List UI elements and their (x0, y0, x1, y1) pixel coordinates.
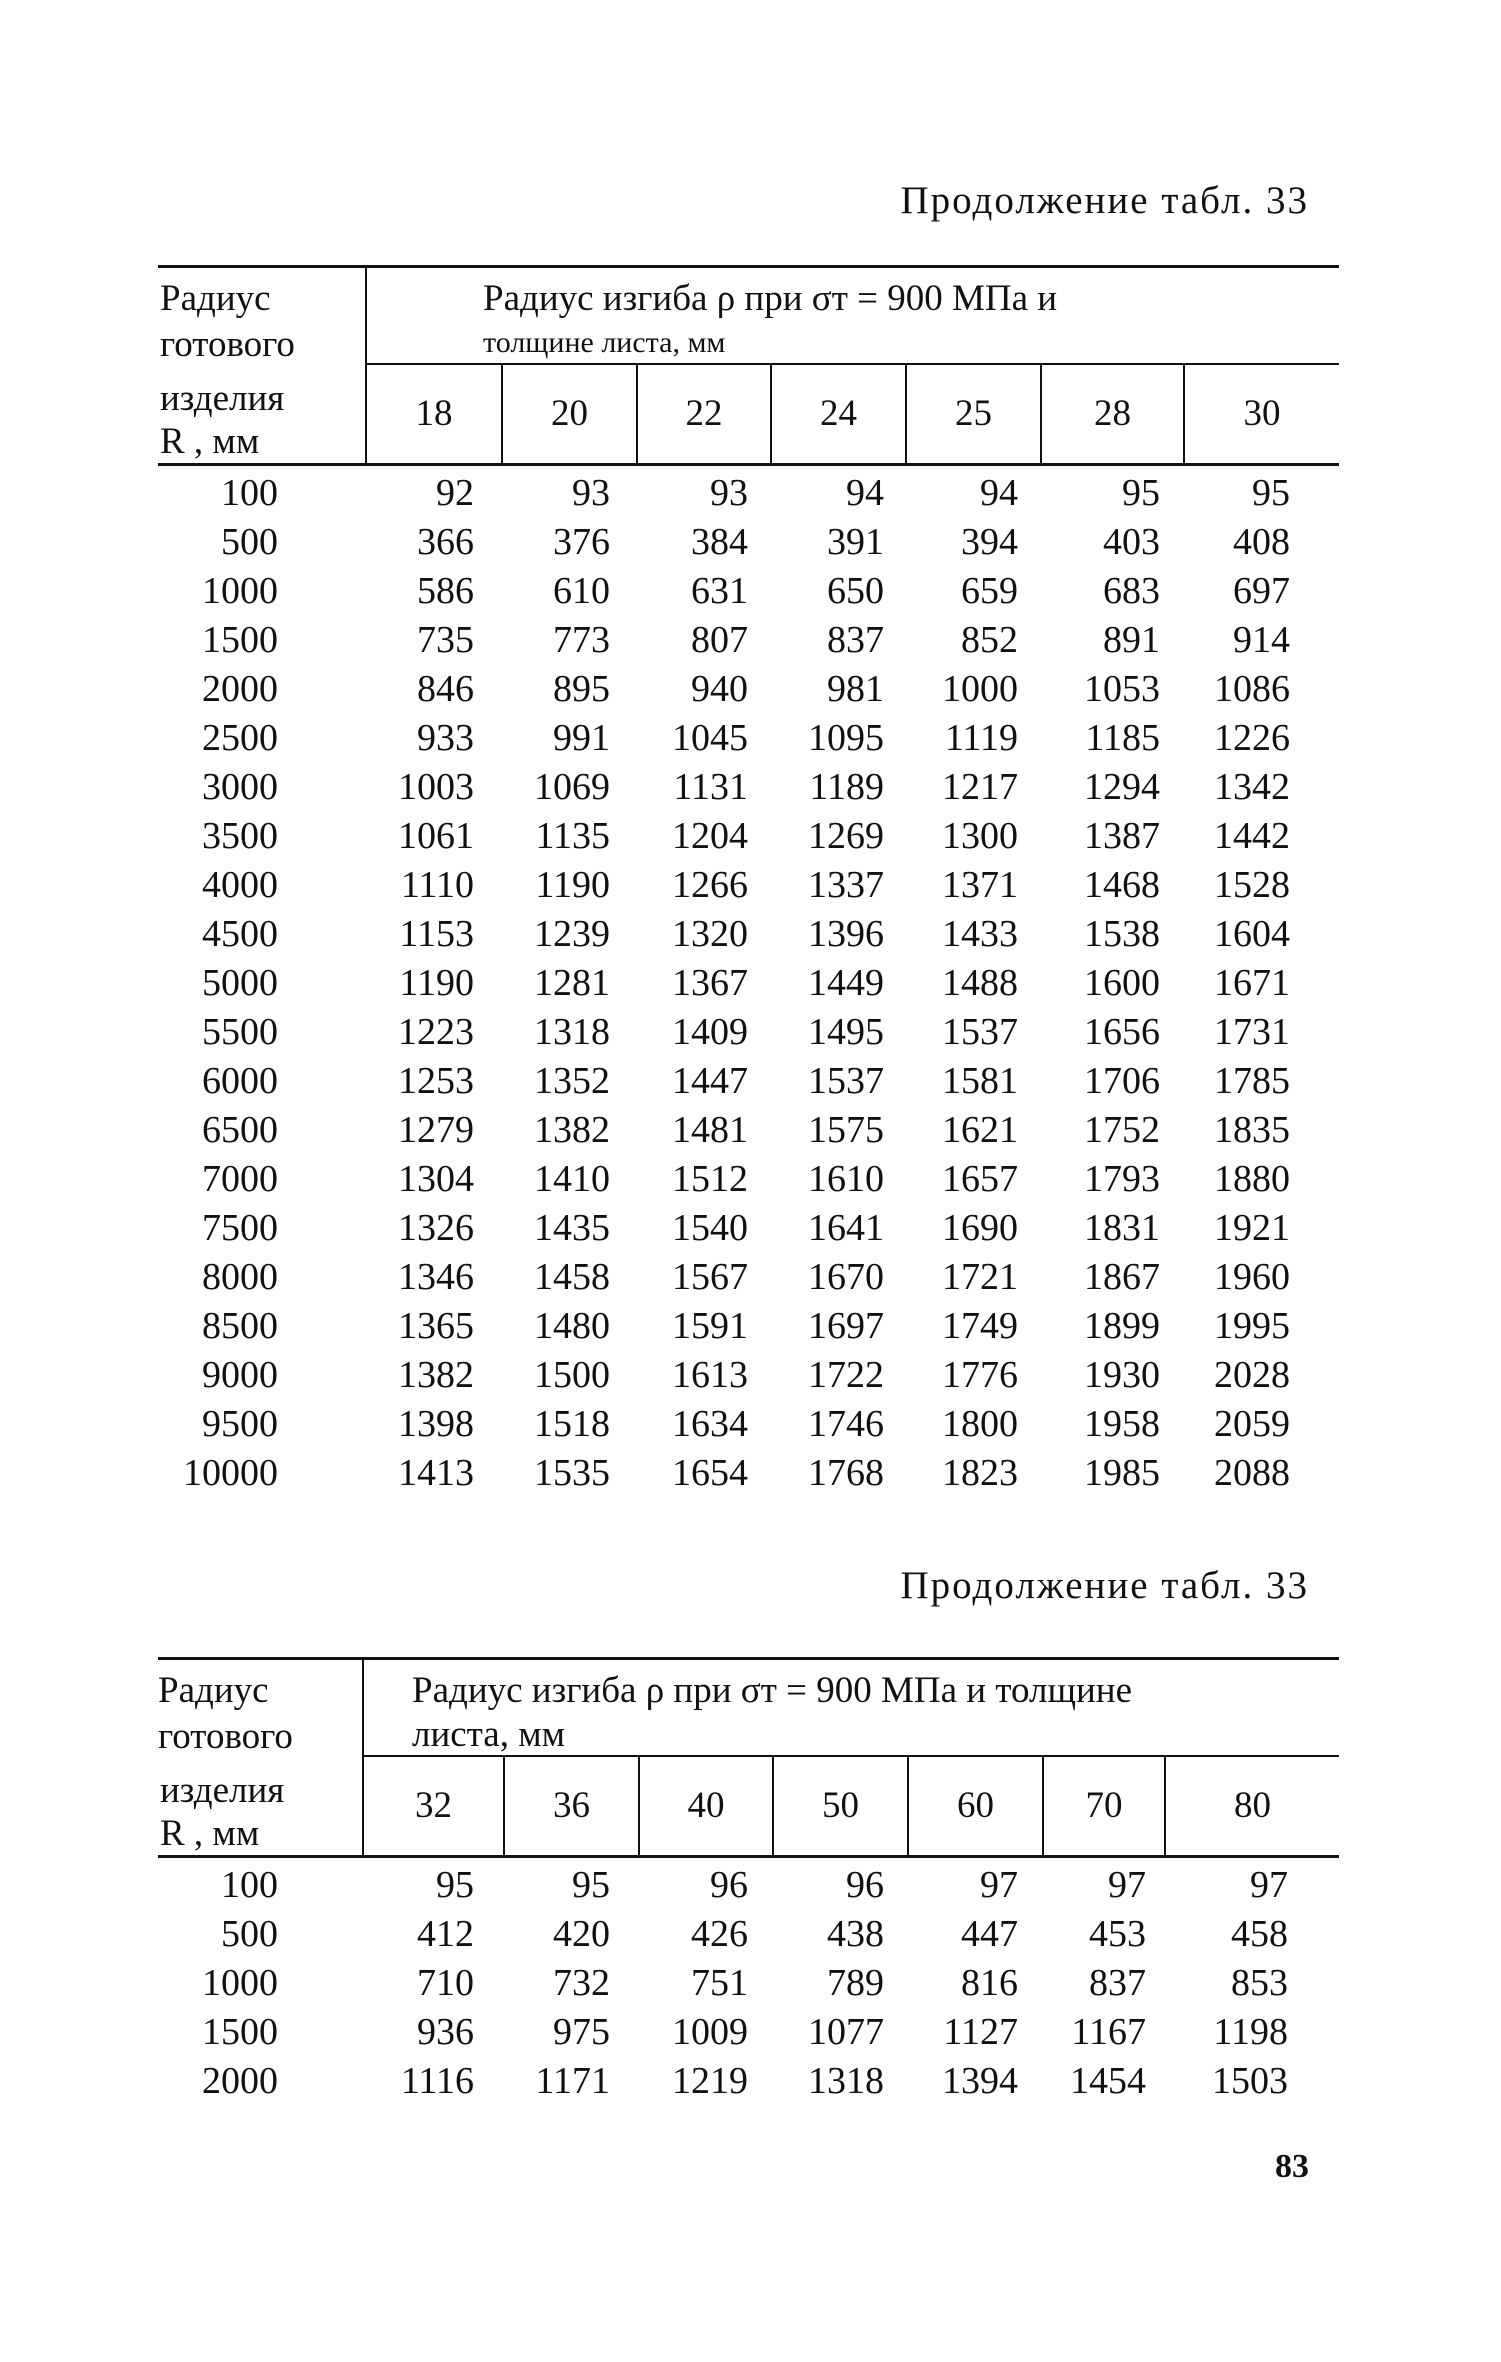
table-cell: 1538 (1084, 913, 1160, 955)
table-cell: 1127 (943, 2011, 1018, 2053)
table-cell: 1930 (1084, 1354, 1160, 1396)
row-radius-cell: 4000 (202, 864, 278, 906)
table-cell: 1266 (672, 864, 748, 906)
table-cell: 837 (827, 619, 884, 661)
table-cell: 981 (827, 668, 884, 710)
table2-rowheader-3: изделия (160, 1770, 285, 1811)
row-radius-cell: 2500 (202, 717, 278, 759)
table-row (158, 1910, 1339, 1959)
table-cell: 1481 (672, 1109, 748, 1151)
table-cell: 1382 (534, 1109, 610, 1151)
table2-top-rule (158, 1657, 1339, 1660)
table-cell: 1409 (672, 1011, 748, 1053)
table-cell: 1540 (672, 1207, 748, 1249)
table-cell: 846 (417, 668, 474, 710)
table2-thickness-header: 60 (957, 1785, 994, 1826)
table1-thickness-header: 28 (1094, 393, 1131, 434)
table2-thickness-header: 32 (415, 1785, 452, 1826)
table-cell: 97 (980, 1864, 1018, 1906)
table-cell: 1185 (1085, 717, 1160, 759)
table-row (158, 616, 1339, 665)
table-cell: 1581 (942, 1060, 1018, 1102)
table-cell: 1294 (1084, 766, 1160, 808)
table-cell: 1069 (534, 766, 610, 808)
table-cell: 97 (1250, 1864, 1288, 1906)
table-cell: 96 (710, 1864, 748, 1906)
table-cell: 1223 (398, 1011, 474, 1053)
table-cell: 1269 (808, 815, 884, 857)
table-cell: 376 (553, 521, 610, 563)
table-cell: 1960 (1214, 1256, 1290, 1298)
table-cell: 1352 (534, 1060, 610, 1102)
table-cell: 391 (827, 521, 884, 563)
table-row (158, 861, 1339, 910)
table2-rowheader-4: R , мм (160, 1813, 260, 1854)
table2 (158, 1657, 1339, 2127)
table2-thickness-header: 70 (1085, 1785, 1123, 1826)
row-radius-cell: 9000 (202, 1354, 278, 1396)
table-cell: 1153 (399, 913, 474, 955)
table-cell: 1342 (1214, 766, 1290, 808)
table-row (158, 2008, 1339, 2057)
table-cell: 975 (553, 2011, 610, 2053)
table-row (158, 763, 1339, 812)
table2-thickness-header: 40 (687, 1785, 725, 1826)
table1-rowheader-3: изделия (160, 378, 285, 419)
table1-thickness-header: 30 (1243, 393, 1281, 434)
table-cell: 1488 (942, 962, 1018, 1004)
table-cell: 1253 (398, 1060, 474, 1102)
table-cell: 659 (961, 570, 1018, 612)
table-row (158, 1008, 1339, 1057)
table-cell: 1621 (942, 1109, 1018, 1151)
table1-caption: Продолжение табл. 33 (900, 179, 1309, 222)
table-cell: 1480 (534, 1305, 610, 1347)
table-cell: 773 (553, 619, 610, 661)
table-cell: 1454 (1070, 2060, 1146, 2102)
row-radius-cell: 2000 (202, 668, 278, 710)
table2-colheader-line1: Радиус изгиба ρ при σт = 900 МПа и толщине (412, 1670, 1133, 1711)
table-cell: 1320 (672, 913, 748, 955)
table-cell: 2059 (1214, 1403, 1290, 1445)
table-cell: 697 (1233, 570, 1290, 612)
table2-header-rule (158, 1855, 1339, 1858)
table-cell: 1528 (1214, 864, 1290, 906)
table-cell: 1776 (942, 1354, 1018, 1396)
row-radius-cell: 4500 (202, 913, 278, 955)
row-radius-cell: 500 (221, 1913, 278, 1955)
table-cell: 1634 (672, 1403, 748, 1445)
table-cell: 683 (1103, 570, 1160, 612)
table-cell: 1656 (1084, 1011, 1160, 1053)
table-cell: 1500 (534, 1354, 610, 1396)
table-cell: 1785 (1214, 1060, 1290, 1102)
table-cell: 93 (572, 472, 610, 514)
table-cell: 438 (827, 1913, 884, 1955)
table-cell: 991 (553, 717, 610, 759)
table-cell: 1190 (535, 864, 610, 906)
table-cell: 458 (1231, 1913, 1288, 1955)
table-cell: 1670 (808, 1256, 884, 1298)
table-row (158, 1057, 1339, 1106)
row-radius-cell: 5000 (202, 962, 278, 1004)
table-cell: 394 (961, 521, 1018, 563)
table-cell: 453 (1089, 1913, 1146, 1955)
row-radius-cell: 1000 (202, 1962, 278, 2004)
row-radius-cell: 10000 (183, 1452, 278, 1494)
table-cell: 936 (417, 2011, 474, 2053)
table-cell: 1706 (1084, 1060, 1160, 1102)
row-radius-cell: 5500 (202, 1011, 278, 1053)
table-cell: 1995 (1214, 1305, 1290, 1347)
table-cell: 650 (827, 570, 884, 612)
table-cell: 1367 (672, 962, 748, 1004)
table-cell: 710 (417, 1962, 474, 2004)
row-radius-cell: 1000 (202, 570, 278, 612)
table-cell: 420 (553, 1913, 610, 1955)
row-radius-cell: 3500 (202, 815, 278, 857)
table-cell: 1371 (942, 864, 1018, 906)
table-row (158, 665, 1339, 714)
table-cell: 97 (1108, 1864, 1146, 1906)
table-cell: 1731 (1214, 1011, 1290, 1053)
row-radius-cell: 9500 (202, 1403, 278, 1445)
table-cell: 1512 (672, 1158, 748, 1200)
table-cell: 631 (691, 570, 748, 612)
table-cell: 1131 (673, 766, 748, 808)
table-cell: 586 (417, 570, 474, 612)
table-cell: 1671 (1214, 962, 1290, 1004)
table-row (158, 714, 1339, 763)
table-cell: 933 (417, 717, 474, 759)
table-cell: 1435 (534, 1207, 610, 1249)
table1-rowheader-1: Радиус (160, 278, 271, 319)
table-cell: 1591 (672, 1305, 748, 1347)
row-radius-cell: 100 (221, 472, 278, 514)
table-cell: 1447 (672, 1060, 748, 1102)
table-cell: 1721 (942, 1256, 1018, 1298)
table-cell: 1135 (535, 815, 610, 857)
table1-thickness-header: 20 (551, 393, 588, 434)
table-cell: 1171 (535, 2060, 610, 2102)
table-cell: 1985 (1084, 1452, 1160, 1494)
table-cell: 1641 (808, 1207, 884, 1249)
table1-thickness-header: 22 (685, 393, 723, 434)
table2-colheader-line2: листа, мм (412, 1714, 566, 1755)
table1-thickness-header: 18 (415, 393, 453, 434)
table-cell: 1654 (672, 1452, 748, 1494)
table-cell: 1768 (808, 1452, 884, 1494)
table-cell: 1657 (942, 1158, 1018, 1200)
table-cell: 1396 (808, 913, 884, 955)
table2-rowheader-2: готового (158, 1716, 293, 1757)
table-cell: 1198 (1213, 2011, 1288, 2053)
table-cell: 1867 (1084, 1256, 1160, 1298)
table-cell: 1190 (399, 962, 474, 1004)
table1-colheader-line1: Радиус изгиба ρ при σт = 900 МПа и (483, 278, 1058, 319)
table-cell: 1304 (398, 1158, 474, 1200)
table2-thickness-header: 80 (1234, 1785, 1271, 1826)
table-cell: 1752 (1084, 1109, 1160, 1151)
table-cell: 1045 (672, 717, 748, 759)
table-cell: 1921 (1214, 1207, 1290, 1249)
row-radius-cell: 6500 (202, 1109, 278, 1151)
table-cell: 1835 (1214, 1109, 1290, 1151)
table-cell: 1009 (672, 2011, 748, 2053)
table-cell: 1398 (398, 1403, 474, 1445)
table-cell: 816 (961, 1962, 1018, 2004)
row-radius-cell: 1500 (202, 619, 278, 661)
table-cell: 891 (1103, 619, 1160, 661)
page-number: 83 (1275, 2148, 1309, 2185)
table-row (158, 2057, 1339, 2106)
table2-thickness-header: 36 (553, 1785, 590, 1826)
table1-colheader-line2: толщине листа, мм (483, 326, 726, 359)
table-cell: 94 (980, 472, 1018, 514)
table-cell: 732 (553, 1962, 610, 2004)
table-cell: 895 (553, 668, 610, 710)
table-cell: 1318 (808, 2060, 884, 2102)
table-row (158, 1959, 1339, 2008)
table-cell: 1449 (808, 962, 884, 1004)
table1-thickness-header: 25 (955, 393, 992, 434)
table-cell: 1061 (398, 815, 474, 857)
table-cell: 92 (436, 472, 474, 514)
table2-rowheader-1: Радиус (158, 1670, 269, 1711)
table-cell: 1217 (942, 766, 1018, 808)
table-cell: 1823 (942, 1452, 1018, 1494)
table-cell: 366 (417, 521, 474, 563)
table-cell: 1537 (808, 1060, 884, 1102)
table-cell: 1281 (534, 962, 610, 1004)
table-cell: 1226 (1214, 717, 1290, 759)
table-cell: 837 (1089, 1962, 1146, 2004)
table-row (158, 518, 1339, 567)
table-cell: 1749 (942, 1305, 1018, 1347)
table-cell: 1722 (808, 1354, 884, 1396)
row-radius-cell: 7000 (202, 1158, 278, 1200)
table-cell: 1189 (809, 766, 884, 808)
table-cell: 96 (846, 1864, 884, 1906)
row-radius-cell: 6000 (202, 1060, 278, 1102)
table1-rowheader-4: R , мм (160, 421, 260, 462)
table1-thickness-header: 24 (820, 393, 857, 434)
table-cell: 1518 (534, 1403, 610, 1445)
table-cell: 1239 (534, 913, 610, 955)
table-cell: 447 (961, 1913, 1018, 1955)
table-cell: 1575 (808, 1109, 884, 1151)
table-row (158, 959, 1339, 1008)
table-row (158, 1302, 1339, 1351)
table2-thickness-header: 50 (822, 1785, 859, 1826)
table-cell: 1610 (808, 1158, 884, 1200)
table-cell: 1468 (1084, 864, 1160, 906)
table-cell: 1537 (942, 1011, 1018, 1053)
table-row (158, 1449, 1339, 1498)
table-cell: 1831 (1084, 1207, 1160, 1249)
table-cell: 852 (961, 619, 1018, 661)
table-cell: 1697 (808, 1305, 884, 1347)
table-cell: 2088 (1214, 1452, 1290, 1494)
table-row (158, 567, 1339, 616)
table-cell: 1382 (398, 1354, 474, 1396)
table-cell: 95 (572, 1864, 610, 1906)
table-cell: 1119 (944, 717, 1018, 759)
row-radius-cell: 8500 (202, 1305, 278, 1347)
table-row (158, 812, 1339, 861)
row-radius-cell: 100 (221, 1864, 278, 1906)
table-cell: 1003 (398, 766, 474, 808)
table-row (158, 1400, 1339, 1449)
table-cell: 1279 (398, 1109, 474, 1151)
table-cell: 1503 (1212, 2060, 1288, 2102)
table-cell: 1746 (808, 1403, 884, 1445)
table-row (158, 1106, 1339, 1155)
table-cell: 426 (691, 1913, 748, 1955)
table-cell: 1600 (1084, 962, 1160, 1004)
table-cell: 1110 (400, 864, 474, 906)
table-cell: 1567 (672, 1256, 748, 1298)
table-cell: 1077 (808, 2011, 884, 2053)
table-cell: 1346 (398, 1256, 474, 1298)
table-cell: 408 (1233, 521, 1290, 563)
table-row (158, 910, 1339, 959)
table-cell: 93 (710, 472, 748, 514)
table-cell: 1394 (942, 2060, 1018, 2102)
table-cell: 1899 (1084, 1305, 1160, 1347)
table-cell: 914 (1233, 619, 1290, 661)
table-cell: 384 (691, 521, 748, 563)
row-radius-cell: 7500 (202, 1207, 278, 1249)
table-cell: 94 (846, 472, 884, 514)
row-radius-cell: 1500 (202, 2011, 278, 2053)
table-cell: 1000 (942, 668, 1018, 710)
row-radius-cell: 2000 (202, 2060, 278, 2102)
table-cell: 1204 (672, 815, 748, 857)
table-cell: 1958 (1084, 1403, 1160, 1445)
table-cell: 1458 (534, 1256, 610, 1298)
row-radius-cell: 3000 (202, 766, 278, 808)
table-cell: 1495 (808, 1011, 884, 1053)
table-cell: 1800 (942, 1403, 1018, 1445)
table-row (158, 469, 1339, 518)
table-cell: 1326 (398, 1207, 474, 1249)
table-cell: 1167 (1071, 2011, 1146, 2053)
table-row (158, 1253, 1339, 1302)
table-cell: 1442 (1214, 815, 1290, 857)
table-cell: 751 (691, 1962, 748, 2004)
table1 (158, 265, 1339, 1505)
table-cell: 1086 (1214, 668, 1290, 710)
table-cell: 1793 (1084, 1158, 1160, 1200)
table-cell: 1365 (398, 1305, 474, 1347)
table2-caption: Продолжение табл. 33 (900, 1564, 1309, 1607)
table-cell: 853 (1231, 1962, 1288, 2004)
table-cell: 95 (436, 1864, 474, 1906)
table-cell: 610 (553, 570, 610, 612)
table-row (158, 1351, 1339, 1400)
table1-rowheader-2: готового (160, 324, 295, 365)
table-cell: 789 (827, 1962, 884, 2004)
table-cell: 403 (1103, 521, 1160, 563)
table1-header-rule (158, 463, 1339, 466)
table-cell: 940 (691, 668, 748, 710)
table-cell: 1535 (534, 1452, 610, 1494)
table-cell: 412 (417, 1913, 474, 1955)
table-cell: 1337 (808, 864, 884, 906)
table-row (158, 1204, 1339, 1253)
table-cell: 1613 (672, 1354, 748, 1396)
table-cell: 1387 (1084, 815, 1160, 857)
table-cell: 1095 (808, 717, 884, 759)
table-cell: 807 (691, 619, 748, 661)
table-cell: 1433 (942, 913, 1018, 955)
table-cell: 1300 (942, 815, 1018, 857)
row-radius-cell: 8000 (202, 1256, 278, 1298)
table-cell: 1219 (672, 2060, 748, 2102)
table-cell: 95 (1252, 472, 1290, 514)
table-row (158, 1861, 1339, 1910)
table-cell: 1413 (398, 1452, 474, 1494)
table-cell: 1053 (1084, 668, 1160, 710)
table-cell: 1410 (534, 1158, 610, 1200)
table-cell: 1116 (400, 2060, 474, 2102)
row-radius-cell: 500 (221, 521, 278, 563)
table-cell: 1690 (942, 1207, 1018, 1249)
table1-top-rule (158, 265, 1339, 268)
table-row (158, 1155, 1339, 1204)
table-cell: 1604 (1214, 913, 1290, 955)
table-cell: 1318 (534, 1011, 610, 1053)
table-cell: 95 (1122, 472, 1160, 514)
table-cell: 1880 (1214, 1158, 1290, 1200)
table-cell: 735 (417, 619, 474, 661)
table-cell: 2028 (1214, 1354, 1290, 1396)
